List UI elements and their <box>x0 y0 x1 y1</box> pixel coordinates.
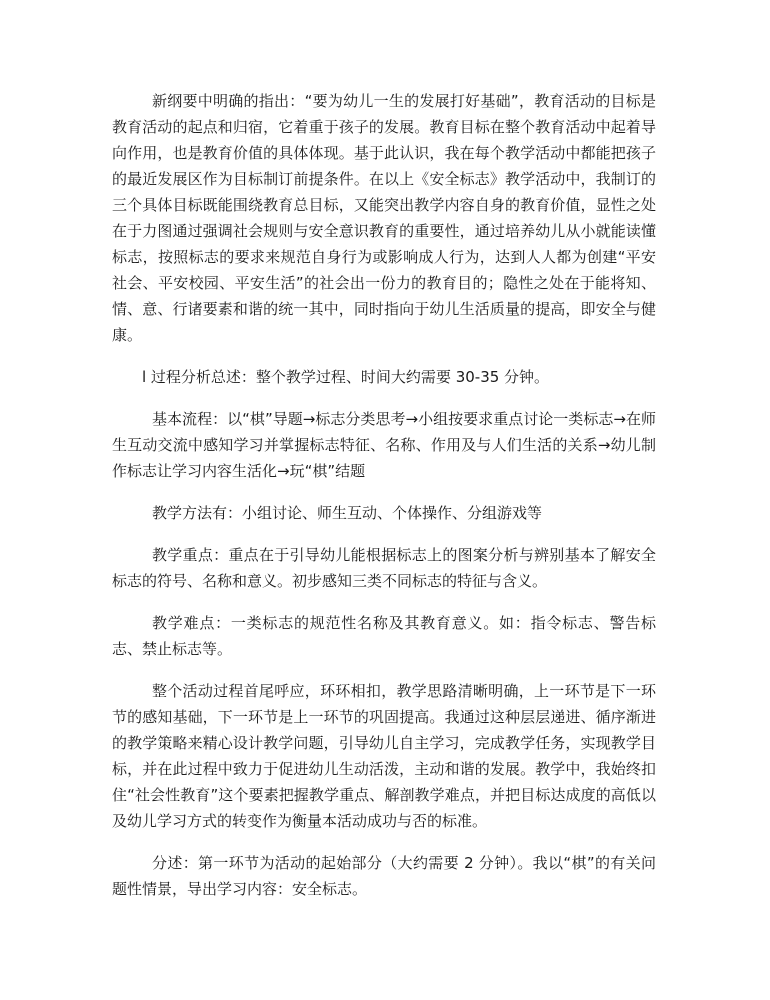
paragraph-process-overview: l 过程分析总述：整个教学过程、时间大约需要 30-35 分钟。 <box>142 368 550 386</box>
paragraph-teaching-methods: 教学方法有：小组讨论、师生互动、个体操作、分组游戏等 <box>152 504 543 522</box>
paragraph-key-points: 教学重点：重点在于引导幼儿能根据标志上的图案分析与辨别基本了解安全标志的符号、名称和意义。初步感知三类不同标志的特征与含义。 <box>112 546 656 590</box>
paragraph-difficulties: 教学难点：一类标志的规范性名称及其教育意义。如：指令标志、警告标志、禁止标志等。 <box>112 614 656 658</box>
paragraph-basic-flow: 基本流程：以“棋”导题→标志分类思考→小组按要求重点讨论一类标志→在师生互动交流中感知学习并掌握标志特征、名称、作用及与人们生活的关系→幼儿制作标志让学习内容生活化→玩“棋”结题 <box>112 410 656 480</box>
document-body <box>112 88 656 918</box>
paragraph-goals: 新纲要中明确的指出：“要为幼儿一生的发展打好基础”，教育活动的目标是教育活动的起点和归宿，它着重于孩子的发展。教育目标在整个教育活动中起着导向作用，也是教育价值的具体体现。基于此认识，我在每个教学活动中都能把孩子的最近发展区作为目标制订前提条件。在以上《安全标志》教学活动中，我制订的三个具体目标既能围绕教育总目标，又能突出教学内容自身的教育价值，显性之处在于力图通过强调社会规则与安全意识教育的重要性，通过培养幼儿从小就能读懂标志，按照标志的要求来规范自身行为或影响成人行为，达到人人都为创建“平安社会、平安校园、平安生活”的社会出一份力的教育目的；隐性之处在于能将知、情、意、行诸要素和谐的统一其中，同时指向于幼儿生活质量的提高，即安全与健康。 <box>112 92 656 344</box>
paragraph-section-one: 分述：第一环节为活动的起始部分（大约需要 2 分钟）。我以“棋”的有关问题性情景，导出学习内容：安全标志。 <box>112 854 656 898</box>
paragraph-overall-process: 整个活动过程首尾呼应，环环相扣，教学思路清晰明确，上一环节是下一环节的感知基础，下一环节是上一环节的巩固提高。我通过这种层层递进、循序渐进的教学策略来精心设计教学问题，引导幼儿自主学习，完成教学任务，实现教学目标，并在此过程中致力于促进幼儿生动活泼，主动和谐的发展。教学中，我始终扣住“社会性教育”这个要素把握教学重点、解剖教学难点，并把目标达成度的高低以及幼儿学习方式的转变作为衡量本活动成功与否的标准。 <box>112 682 656 830</box>
